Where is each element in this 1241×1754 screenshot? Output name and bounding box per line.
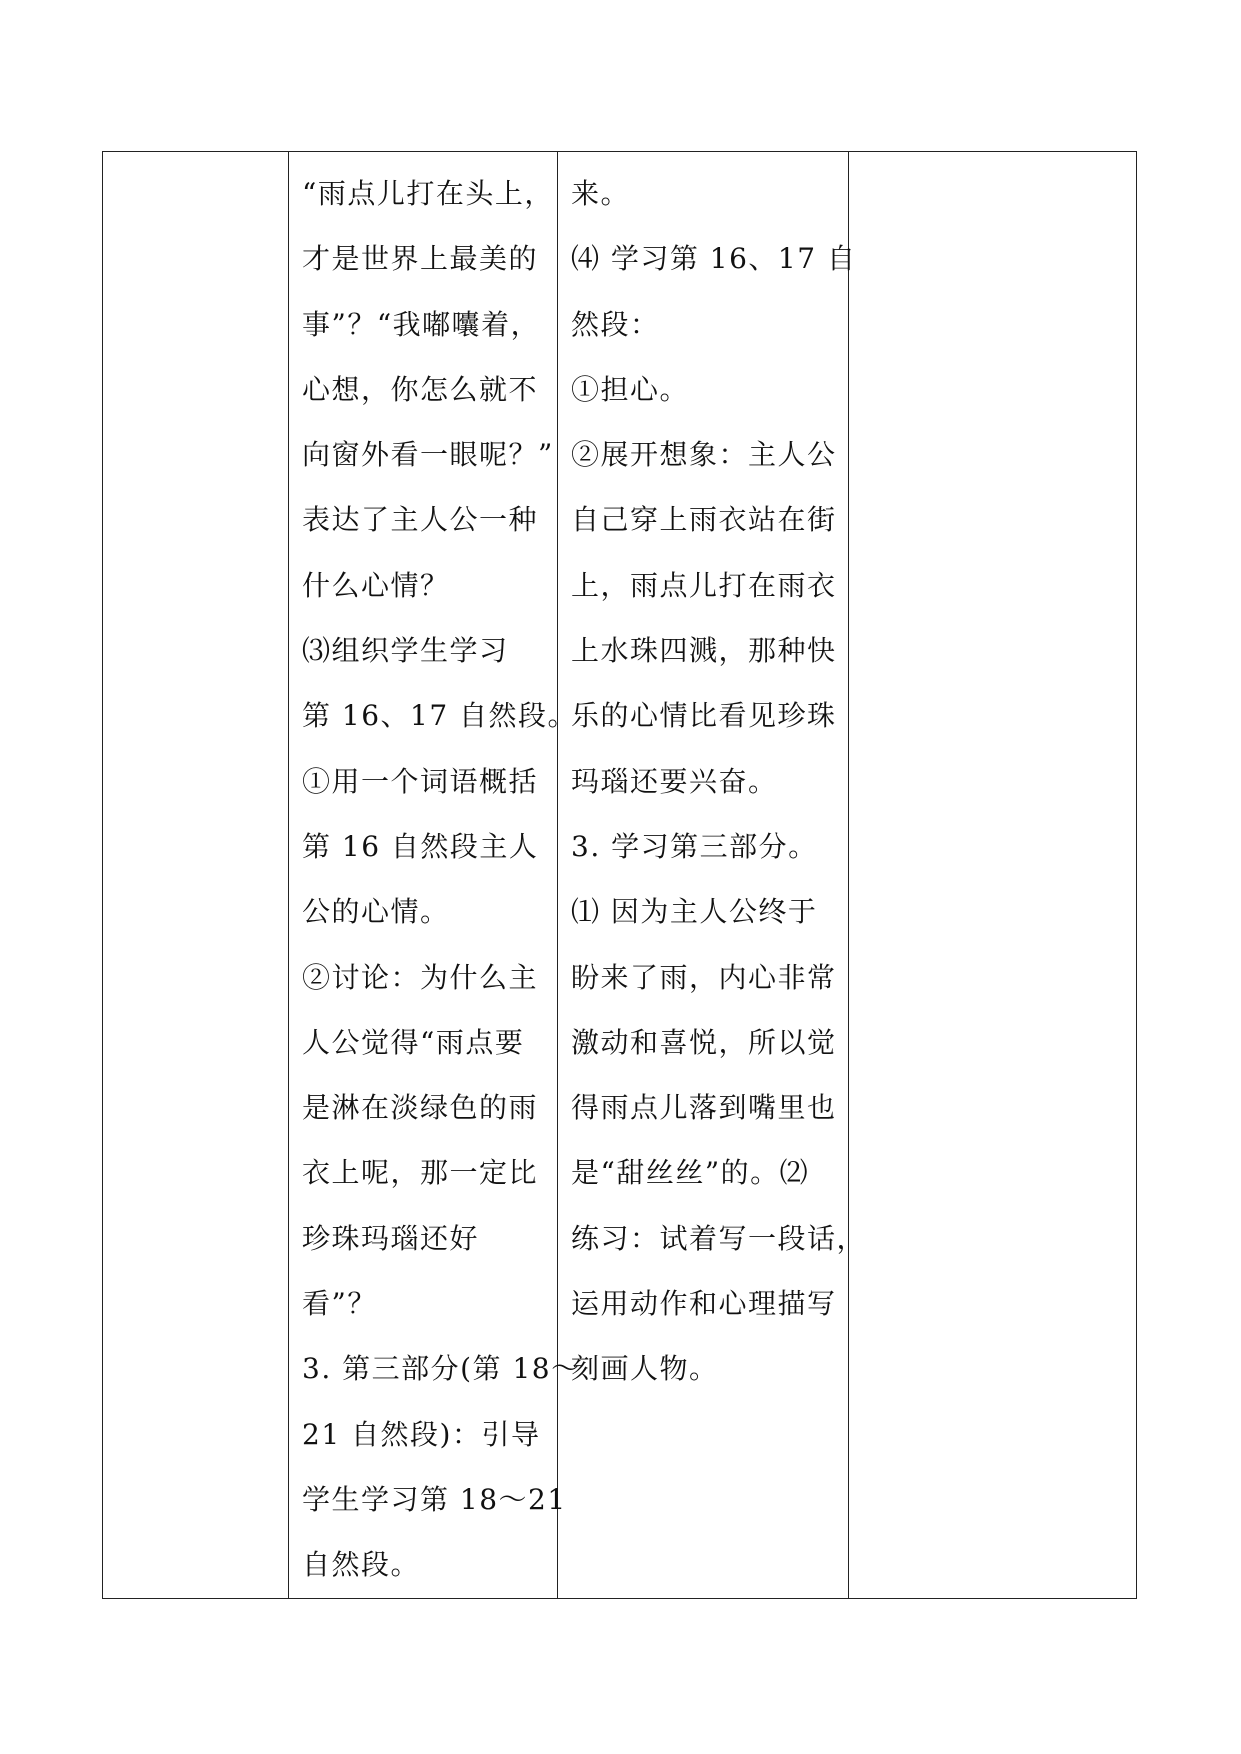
lesson-plan-table	[102, 151, 1137, 1599]
text-line: 刻画人物。	[571, 1352, 719, 1386]
student-activity-cell	[558, 152, 867, 1599]
text-line: 得雨点儿落到嘴里也	[571, 1091, 837, 1125]
text-line: ①担心。	[571, 372, 690, 406]
text-line: 3. 第三部分(第 18～	[302, 1352, 581, 1386]
text-line: 人公觉得“雨点要	[302, 1025, 525, 1059]
teacher-activity-cell	[289, 152, 581, 1599]
text-line: 事”？“我嘟囔着，	[302, 307, 541, 341]
table-row	[103, 152, 1137, 1599]
text-line: 上水珠四溅，那种快	[571, 634, 837, 668]
text-line: ⑶组织学生学习	[302, 634, 509, 668]
text-line: ②讨论：为什么主	[302, 960, 539, 994]
text-line: 乐的心情比看见珍珠	[571, 699, 837, 733]
text-line: 然段：	[571, 307, 660, 341]
text-line: 学生学习第 18～21	[302, 1482, 567, 1516]
text-line: 来。	[571, 177, 631, 210]
text-line: ②展开想象：主人公	[571, 438, 837, 472]
text-line: 表达了主人公一种	[302, 503, 539, 537]
text-line: 第 16、17 自然段。	[302, 699, 578, 733]
text-line: 衣上呢，那一定比	[302, 1156, 539, 1190]
text-line: ⑷ 学习第 16、17 自	[571, 242, 857, 276]
text-line: 3. 学习第三部分。	[571, 829, 818, 863]
text-line: 才是世界上最美的	[302, 242, 539, 276]
text-line: 珍珠玛瑙还好	[302, 1221, 480, 1255]
text-line: 自然段。	[302, 1548, 421, 1582]
text-line: 第 16 自然段主人	[302, 829, 539, 863]
text-line: ①用一个词语概括	[302, 764, 539, 798]
text-line: 看”？	[302, 1287, 377, 1321]
text-line: 练习：试着写一段话，	[571, 1221, 867, 1255]
text-line: 盼来了雨，内心非常	[571, 960, 837, 994]
text-line: 自己穿上雨衣站在街	[571, 503, 837, 537]
text-line: 运用动作和心理描写	[571, 1287, 837, 1321]
text-line: 是淋在淡绿色的雨	[302, 1091, 539, 1125]
text-line: ⑴ 因为主人公终于	[571, 895, 818, 929]
text-line: 公的心情。	[302, 895, 450, 929]
text-line: 是“甜丝丝”的。⑵	[571, 1156, 810, 1190]
text-line: 什么心情？	[302, 568, 450, 602]
student-activity-text	[558, 152, 867, 1402]
text-line: 激动和喜悦，所以觉	[571, 1025, 837, 1059]
text-line: 21 自然段)：引导	[302, 1417, 541, 1451]
text-line: 心想，你怎么就不	[302, 372, 539, 406]
text-line: 向窗外看一眼呢？”	[302, 438, 554, 472]
teacher-activity-text	[289, 152, 581, 1598]
text-line: 玛瑙还要兴奋。	[571, 764, 778, 798]
text-line: 上，雨点儿打在雨衣	[571, 568, 837, 602]
empty-cell-right	[849, 152, 1137, 1599]
empty-cell-left	[103, 152, 289, 1599]
text-line: “雨点儿打在头上，	[302, 177, 554, 210]
